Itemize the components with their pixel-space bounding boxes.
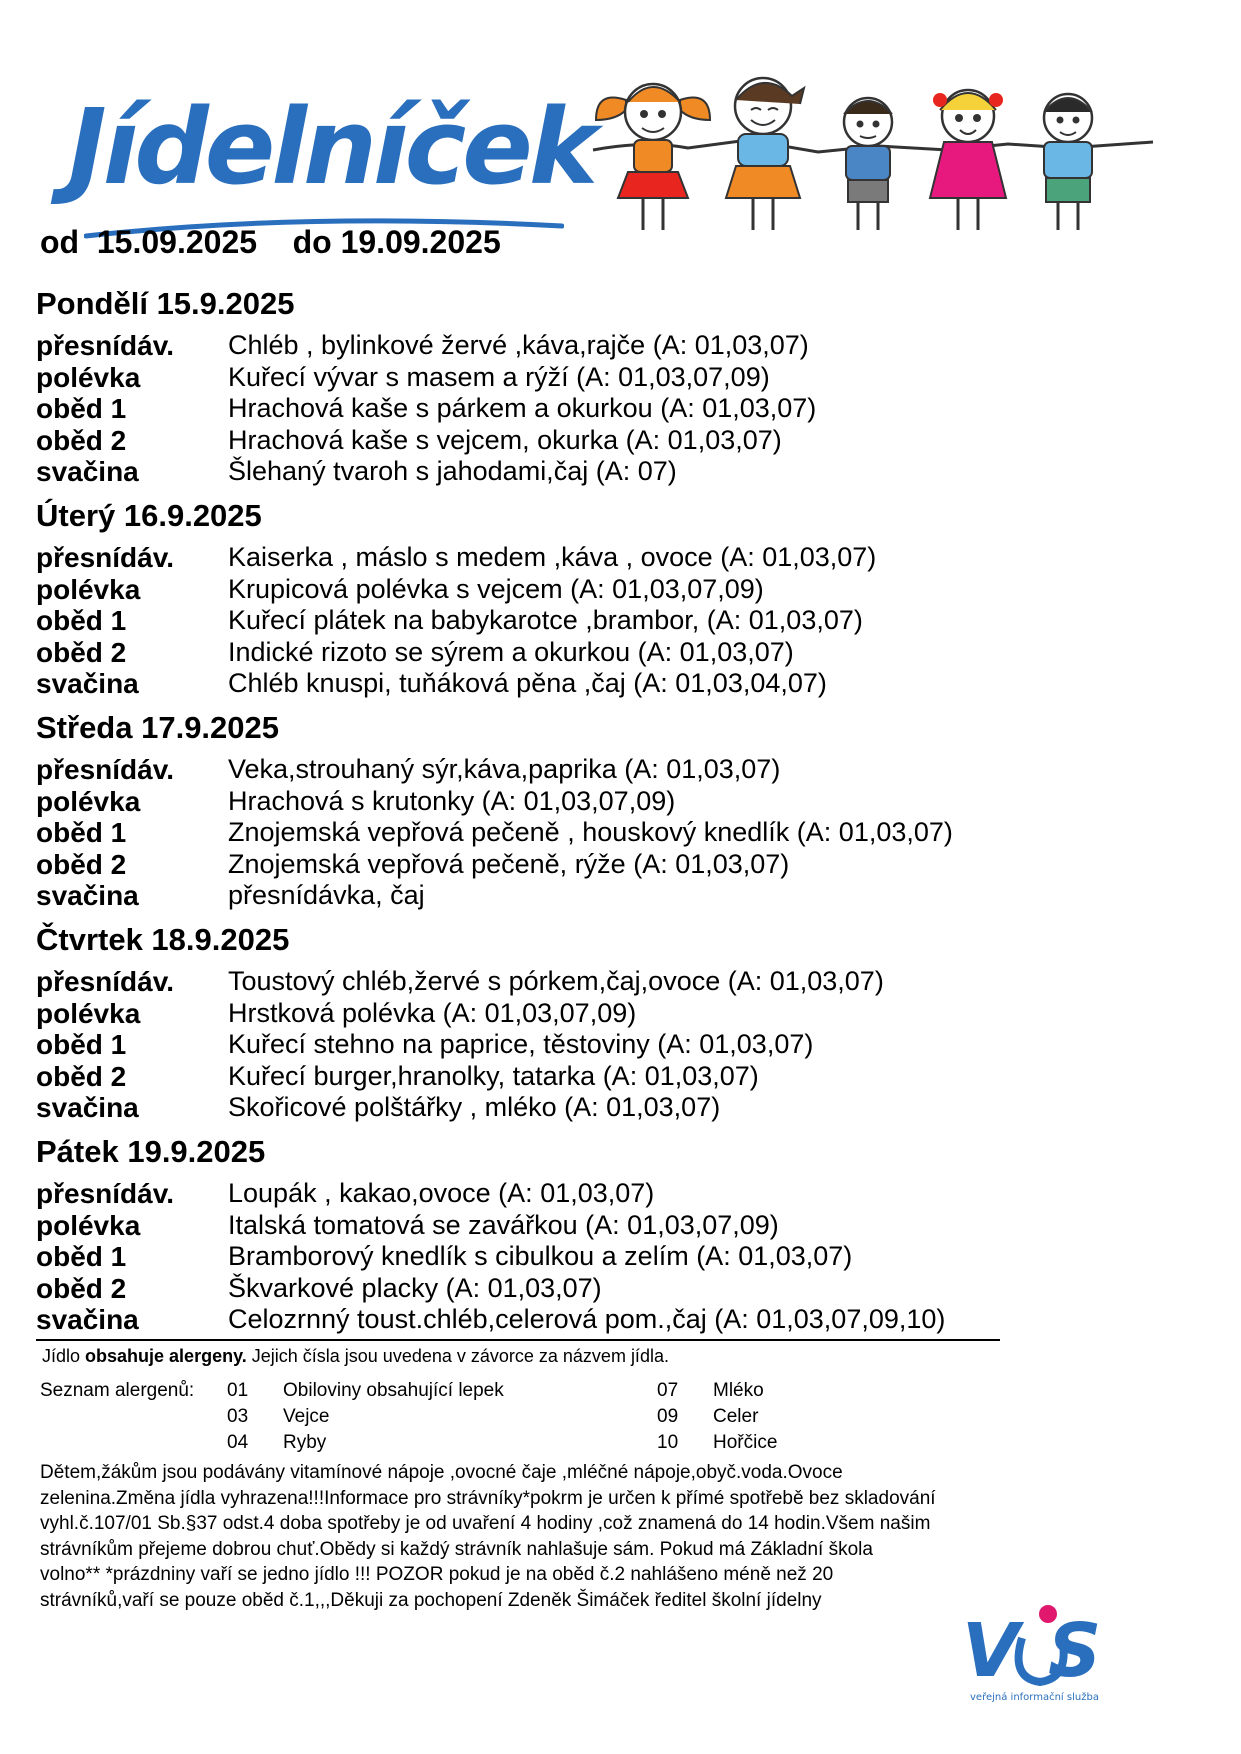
footer-line: strávníkům přejeme dobrou chuť.Obědy si každý strávník nahlašuje sám. Pokud má Základní škola: [40, 1538, 873, 1560]
allergen-name: Celer: [713, 1406, 759, 1427]
meal-label: polévka: [36, 997, 141, 1029]
meal-text: Hrachová s krutonky (A: 01,03,07,09): [228, 785, 676, 816]
meal-row: [36, 1273, 1036, 1305]
meal-text: Hrstková polévka (A: 01,03,07,09): [228, 997, 637, 1028]
footer-line: volno** *prázdniny vaří se jedno jídlo !!! POZOR pokud je na oběd č.2 nahlášeno méně než 20: [40, 1564, 834, 1585]
allergen-code: 10: [657, 1432, 679, 1453]
allergen-name: Vejce: [283, 1406, 330, 1427]
meal-row: [36, 456, 1036, 488]
meal-row: [36, 605, 1036, 637]
date-range: od 15.09.2025 do 19.09.2025: [40, 224, 501, 260]
meal-text: Kuřecí burger,hranolky, tatarka (A: 01,03,07): [228, 1060, 759, 1091]
meal-row: [36, 330, 1036, 362]
meal-text: Chléb , bylinkové žervé ,káva,rajče (A: 01,03,07): [228, 330, 809, 360]
meal-label: oběd 2: [36, 1272, 127, 1304]
meal-text: Hrachová kaše s vejcem, okurka (A: 01,03,07): [228, 424, 782, 455]
meal-label: svačina: [36, 668, 139, 699]
meal-text: Italská tomatová se zavářkou (A: 01,03,07,09): [228, 1209, 779, 1240]
meal-text: Loupák , kakao,ovoce (A: 01,03,07): [228, 1178, 655, 1208]
day-friday: [36, 1132, 1036, 1336]
children-illustration: [588, 70, 1158, 240]
meal-label: oběd 1: [36, 393, 127, 424]
meal-row: [36, 998, 1036, 1030]
meal-label: přesnídáv.: [36, 330, 174, 361]
meal-row: [36, 637, 1036, 669]
child-3: [844, 98, 892, 230]
meal-row: [36, 393, 1036, 425]
footer-line: zelenina.Změna jídla vyhrazena!!!Informace pro strávníky*pokrm je určen k přímé spotřebě bez skladování: [40, 1487, 936, 1509]
meal-row: [36, 849, 1036, 881]
meal-row: [36, 425, 1036, 457]
footer-line: vyhl.č.107/01 Sb.§37 odst.4 doba spotřeby je od uvaření 4 hodiny ,což znamená do 14 hodin.Všem našim: [40, 1513, 931, 1534]
meal-text: Znojemská vepřová pečeně , houskový knedlík (A: 01,03,07): [228, 817, 953, 847]
allergen-name: Mléko: [713, 1380, 764, 1401]
meal-label: přesnídáv.: [36, 542, 174, 573]
meal-row: [36, 1092, 1036, 1124]
meal-label: přesnídáv.: [36, 966, 174, 997]
allergen-note-suffix: Jejich čísla jsou uvedena v závorce za názvem jídla.: [246, 1346, 669, 1366]
meal-label: oběd 1: [36, 605, 127, 636]
divider: [36, 1339, 1000, 1341]
allergen-code: 04: [227, 1432, 249, 1453]
day-title: Pondělí 15.9.2025: [36, 286, 295, 321]
meal-label: svačina: [36, 1092, 139, 1123]
footer-line: strávníků,vaří se pouze oběd č.1,,,Děkuji za pochopení Zdeněk Šimáček ředitel školní jídelny: [40, 1589, 822, 1611]
meal-row: [36, 1304, 1036, 1336]
allergen-list-heading: Seznam alergenů:: [40, 1380, 195, 1401]
vis-logo: [960, 1598, 1140, 1708]
allergen-name: Obiloviny obsahující lepek: [283, 1380, 504, 1401]
meal-row: [36, 1029, 1036, 1061]
meal-text: Kuřecí stehno na paprice, těstoviny (A: 01,03,07): [228, 1029, 814, 1059]
meal-text: Veka,strouhaný sýr,káva,paprika (A: 01,03,07): [228, 754, 781, 784]
meal-label: oběd 1: [36, 1029, 127, 1060]
meal-label: oběd 2: [36, 636, 127, 668]
meal-row: [36, 542, 1036, 574]
child-4: [930, 90, 1006, 230]
meal-label: oběd 2: [36, 424, 127, 456]
meal-label: svačina: [36, 1304, 139, 1335]
meal-text: Toustový chléb,žervé s pórkem,čaj,ovoce (A: 01,03,07): [228, 966, 884, 996]
meal-label: polévka: [36, 785, 141, 817]
svg-text:V: V: [962, 1608, 1020, 1694]
meal-label: polévka: [36, 1209, 141, 1241]
child-2: [726, 78, 804, 230]
allergen-name: Ryby: [283, 1432, 327, 1453]
allergen-name: Hořčice: [713, 1432, 778, 1453]
allergen-code: 09: [657, 1406, 679, 1427]
meal-text: přesnídávka, čaj: [228, 880, 425, 910]
meal-label: oběd 2: [36, 1060, 127, 1092]
day-thursday: [36, 920, 1036, 1124]
allergen-note-bold: obsahuje alergeny.: [85, 1346, 247, 1366]
child-5: [1044, 94, 1092, 230]
footer-line: Dětem,žákům jsou podávány vitamínové nápoje ,ovocné čaje ,mléčné nápoje,obyč.voda.Ovoce: [40, 1462, 843, 1483]
meal-text: Indické rizoto se sýrem a okurkou (A: 01,03,07): [228, 636, 794, 667]
day-wednesday: [36, 708, 1036, 912]
day-title: Pátek 19.9.2025: [36, 1134, 266, 1169]
meal-row: [36, 1178, 1036, 1210]
meal-text: Kuřecí vývar s masem a rýží (A: 01,03,07,09): [228, 361, 770, 392]
meal-row: [36, 754, 1036, 786]
day-title: Středa 17.9.2025: [36, 710, 280, 745]
allergen-code: 03: [227, 1406, 249, 1427]
page-title: Jídelníček: [68, 86, 595, 208]
meal-row: [36, 668, 1036, 700]
allergen-note-prefix: Jídlo: [42, 1346, 86, 1366]
meal-text: Hrachová kaše s párkem a okurkou (A: 01,03,07): [228, 393, 817, 423]
meal-label: přesnídáv.: [36, 754, 174, 785]
meal-row: [36, 1061, 1036, 1093]
meal-row: [36, 574, 1036, 606]
meal-label: polévka: [36, 361, 141, 393]
meal-row: [36, 1241, 1036, 1273]
meal-label: oběd 2: [36, 848, 127, 880]
meal-text: Krupicová polévka s vejcem (A: 01,03,07,09): [228, 573, 764, 604]
meal-text: Škvarkové placky (A: 01,03,07): [228, 1272, 602, 1303]
svg-text:veřejná informační služba: veřejná informační služba: [970, 1692, 1099, 1703]
meal-row: [36, 817, 1036, 849]
meal-text: Skořicové polštářky , mléko (A: 01,03,07): [228, 1092, 721, 1122]
allergen-note: [42, 1346, 669, 1367]
meal-text: Kaiserka , máslo s medem ,káva , ovoce (A: 01,03,07): [228, 542, 877, 572]
meal-text: Chléb knuspi, tuňáková pěna ,čaj (A: 01,03,04,07): [228, 668, 827, 698]
meal-label: oběd 1: [36, 817, 127, 848]
meal-label: polévka: [36, 573, 141, 605]
footer-notice: [40, 1460, 1040, 1613]
meal-label: svačina: [36, 880, 139, 911]
day-title: Čtvrtek 18.9.2025: [36, 922, 290, 957]
meal-row: [36, 966, 1036, 998]
meal-row: [36, 1210, 1036, 1242]
svg-text:S: S: [1048, 1608, 1102, 1694]
allergen-code: 01: [227, 1380, 249, 1401]
meal-row: [36, 786, 1036, 818]
meal-label: svačina: [36, 456, 139, 487]
meal-text: Znojemská vepřová pečeně, rýže (A: 01,03,07): [228, 848, 790, 879]
meal-label: oběd 1: [36, 1241, 127, 1272]
meal-text: Šlehaný tvaroh s jahodami,čaj (A: 07): [228, 456, 677, 486]
child-1: [596, 84, 710, 230]
meal-row: [36, 880, 1036, 912]
day-tuesday: [36, 496, 1036, 700]
day-title: Úterý 16.9.2025: [36, 498, 262, 533]
meal-text: Bramborový knedlík s cibulkou a zelím (A: 01,03,07): [228, 1241, 853, 1271]
allergen-code: 07: [657, 1380, 679, 1401]
meal-text: Celozrnný toust.chléb,celerová pom.,čaj (A: 01,03,07,09,10): [228, 1304, 946, 1334]
meal-row: [36, 362, 1036, 394]
day-monday: [36, 284, 1036, 488]
meal-text: Kuřecí plátek na babykarotce ,brambor, (A: 01,03,07): [228, 605, 863, 635]
meal-label: přesnídáv.: [36, 1178, 174, 1209]
